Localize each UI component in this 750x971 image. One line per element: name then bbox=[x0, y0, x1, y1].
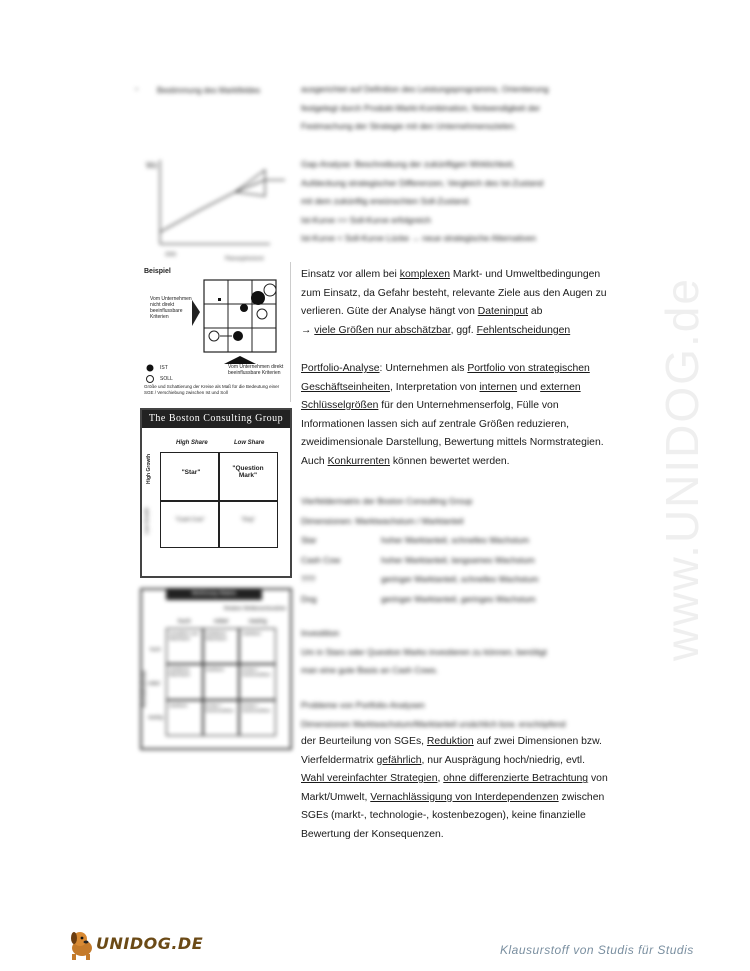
mckinsey-y-label: Marktattraktivität bbox=[141, 670, 148, 708]
logo-text: UNIDOG.DE bbox=[96, 934, 204, 953]
probleme-blurred-text: Probleme von Portfolio-Analysen Dimensionen Marktwachstum/Marktanteil ursächlich bzw. erschöpfend bbox=[301, 700, 566, 729]
mck-cell: Selektives Wachstum bbox=[166, 664, 203, 700]
mck-col-3: niedrig bbox=[248, 619, 267, 625]
mck-row-2: mittel bbox=[148, 681, 160, 687]
dog-icon bbox=[66, 928, 98, 962]
bcg-text: Vierfeldermatrix der Boston Consulting Group Dimensionen: Marktwachstum / Marktanteil Star hoher Marktanteil, schnelles Wachstum Cash Cow hoher Marktanteil, langsames Wachstum ??? geringer Marktanteil, schnelles Wachstum Dog geringer Marktanteil, geringes Wachstum bbox=[301, 496, 539, 604]
svg-text:Wz: Wz bbox=[146, 161, 158, 170]
mck-cell: Selektion bbox=[239, 628, 276, 664]
bcg-star: "Star" bbox=[181, 469, 201, 476]
bcg-row-high: High Growth bbox=[146, 454, 152, 484]
bcg-cash-cow: "Cash Cow" bbox=[175, 517, 205, 523]
unidog-logo[interactable] bbox=[66, 928, 204, 962]
mck-row-3: niedrig bbox=[148, 715, 164, 721]
watermark: www.UNIDOG.de bbox=[656, 277, 708, 661]
top-heading: Bestimmung des Marktfeldes bbox=[157, 86, 261, 95]
bcg-figure bbox=[140, 408, 292, 578]
svg-text:Planungshorizont: Planungshorizont bbox=[225, 256, 264, 262]
beispiel-label: Beispiel bbox=[144, 268, 171, 275]
mck-cell: Ernten / Desinvestition bbox=[203, 700, 240, 736]
bcg-dog: "Dog" bbox=[241, 517, 255, 523]
einsatz-paragraph: Einsatz vor allem bei komplexen Markt- und Umweltbedingungen zum Einsatz, da Gefahr besteht, relevante Ziele aus den Augen zu verlieren. Güte der Analyse hängt von Dateninput ab → viele Größen nur abschätzbar, ggf. Fehlentscheidungen bbox=[301, 269, 607, 336]
mck-cell: Selektives Wachstum bbox=[203, 628, 240, 664]
gap-chart bbox=[140, 152, 290, 262]
beispiel-note: Größe und Schattierung der Kreise als Maß für die Bedeutung einer SGE / Verschiebung zwischen Ist und Soll bbox=[144, 384, 280, 395]
bcg-title: The Boston Consulting Group bbox=[142, 410, 290, 428]
portfolio-paragraph: Portfolio-Analyse: Unternehmen als Portfolio von strategischen Geschäftseinheiten, Interpretation von internen und externen Schlüsselgrößen für den Unternehmenserfolg, Fülle von Informationen lassen sich auf zentrale Größen reduzieren, zweidimensionale Darstellung, Bewertung mittels Normstrategien. Auch Konkurrenten können bewertet werden. bbox=[301, 363, 604, 467]
mck-cell: Ernten / Desinvestition bbox=[239, 700, 276, 736]
mck-cell: Ernten / Desinvestition bbox=[239, 664, 276, 700]
footer-tagline: Klausurstoff von Studis für Studis bbox=[500, 943, 694, 957]
mck-row-1: hoch bbox=[150, 647, 161, 653]
mck-cell: Selektion bbox=[166, 700, 203, 736]
bcg-question-mark: "Question Mark" bbox=[232, 465, 264, 479]
mck-cell: Investition und Wachstum bbox=[166, 628, 203, 664]
mckinsey-figure bbox=[140, 588, 292, 750]
bcg-row-low: Low Growth bbox=[144, 507, 151, 535]
legend-soll: SOLL bbox=[160, 376, 173, 382]
mck-cell: Selektion bbox=[203, 664, 240, 700]
beispiel-figure bbox=[140, 262, 291, 402]
top-text: ausgerichtet auf Definition des Leistungsprogramms, Orientierung festgelegt durch Produkt-Markt-Kombination, Notwendigkeit der Festmachung der Strategie mit den Unternehmenszielen. bbox=[301, 84, 549, 132]
beispiel-left-text: Vom Unternehmen nicht direkt beeinflussbare Kriterien bbox=[150, 296, 192, 320]
bcg-col-high: High Share bbox=[176, 440, 208, 446]
top-bullet: - bbox=[135, 84, 139, 95]
mckinsey-header: Relative Wettbewerbsstärke bbox=[224, 606, 287, 612]
mckinsey-title: McKinsey-Matrix bbox=[166, 588, 262, 600]
mck-col-2: mittel bbox=[213, 619, 229, 625]
invest-text: Investition Um in Stars oder Question Marks investieren zu können, benötigt man eine gute Basis an Cash Cows. bbox=[301, 628, 547, 676]
gap-chart-svg bbox=[140, 152, 290, 262]
svg-text:2006: 2006 bbox=[165, 252, 177, 258]
bcg-col-low: Low Share bbox=[234, 440, 265, 446]
probleme-paragraph: der Beurteilung von SGEs, Reduktion auf zwei Dimensionen bzw. Vierfeldermatrix gefährlich, nur Ausprägung hoch/niedrig, evtl. Wahl vereinfachter Strategien, ohne differenzierte Betrachtung von Markt/Umwelt, Vernachlässigung von Interdependenzen zwischen SGEs (markt-, technologie-, kostenbezogen), keine finanzielle Bewertung der Konsequenzen. bbox=[301, 736, 608, 840]
mck-col-1: hoch bbox=[177, 619, 191, 625]
mckinsey-grid bbox=[166, 618, 276, 736]
bcg-grid bbox=[160, 452, 278, 548]
gap-text: Gap-Analyse: Beschreibung der zukünftigen Wirklichkeit, Aufdeckung strategischer Differenzen, Vergleich des Ist-Zustand mit dem zukünftig erwünschten Soll-Zustand. Ist-Kurve >> Soll-Kurve erfolgreich Ist-Kurve < Soll-Kurve Lücke → neue strategische Alternativen bbox=[301, 159, 544, 243]
legend-ist: IST bbox=[160, 365, 168, 371]
beispiel-bottom-text: Vom Unternehmen direkt beeinflussbare Kriterien bbox=[228, 364, 284, 376]
